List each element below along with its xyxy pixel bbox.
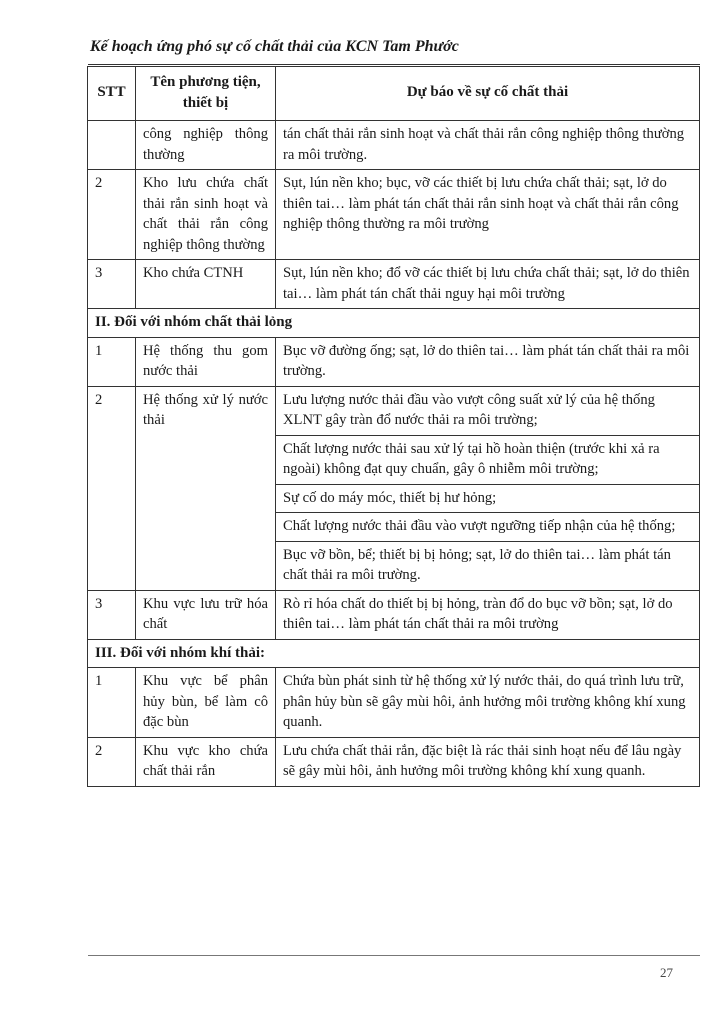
forecast-cell xyxy=(276,386,700,590)
row-number: 1 xyxy=(88,337,136,386)
equipment-name: Khu vực bể phân hủy bùn, bể làm cô đặc bùn xyxy=(136,668,276,738)
table-row xyxy=(88,737,700,786)
table-row xyxy=(88,337,700,386)
row-number: 2 xyxy=(88,170,136,260)
page-number: 27 xyxy=(660,965,673,980)
forecast-cell xyxy=(276,737,700,786)
column-header-stt: STT xyxy=(88,67,136,121)
forecast-text: Chất lượng nước thải đầu vào vượt ngưỡng tiếp nhận của hệ thống; xyxy=(276,512,699,541)
forecast-cell xyxy=(276,121,700,170)
forecast-text: Bục vỡ đường ống; sạt, lở do thiên tai… làm phát tán chất thải ra môi trường. xyxy=(283,342,690,379)
section-row xyxy=(88,309,700,338)
row-number xyxy=(88,121,136,170)
equipment-name: Hệ thống xử lý nước thải xyxy=(136,386,276,590)
section-title: II. Đối với nhóm chất thải lỏng xyxy=(88,309,700,338)
column-header-name: Tên phương tiện, thiết bị xyxy=(136,67,276,121)
forecast-text: tán chất thải rắn sinh hoạt và chất thải rắn công nghiệp thông thường ra môi trường. xyxy=(283,126,685,163)
equipment-name: Kho lưu chứa chất thải rắn sinh hoạt và chất thải rắn công nghiệp thông thường xyxy=(136,170,276,260)
forecast-table xyxy=(87,66,700,787)
row-number: 2 xyxy=(88,386,136,590)
forecast-text: Chứa bùn phát sinh từ hệ thống xử lý nước thải, do quá trình lưu trữ, phân hủy bùn sẽ gây mùi hôi, ảnh hưởng môi trường không khí xung quanh. xyxy=(283,673,686,730)
forecast-text: Bục vỡ bồn, bể; thiết bị bị hỏng; sạt, lở do thiên tai… làm phát tán chất thải ra môi trường. xyxy=(276,541,699,590)
column-header-forecast: Dự báo về sự cố chất thải xyxy=(276,67,700,121)
page-header: Kế hoạch ứng phó sự cố chất thải của KCN Tam Phước xyxy=(90,38,459,55)
footer-rule xyxy=(88,955,700,956)
table-row xyxy=(88,590,700,639)
equipment-name: công nghiệp thông thường xyxy=(136,121,276,170)
forecast-cell xyxy=(276,590,700,639)
forecast-text: Chất lượng nước thải sau xử lý tại hồ hoàn thiện (trước khi xả ra ngoài) không đạt quy chuẩn, gây ô nhiễm môi trường; xyxy=(276,435,699,484)
table-body xyxy=(88,121,700,787)
forecast-cell xyxy=(276,337,700,386)
table-row xyxy=(88,668,700,738)
header-rule xyxy=(88,64,700,65)
forecast-text: Lưu lượng nước thải đầu vào vượt công suất xử lý của hệ thống XLNT gây tràn đổ nước thải ra môi trường; xyxy=(283,391,655,428)
section-row xyxy=(88,639,700,668)
table-row xyxy=(88,170,700,260)
table-header-row xyxy=(88,67,700,121)
table-row xyxy=(88,260,700,309)
row-number: 3 xyxy=(88,590,136,639)
forecast-cell xyxy=(276,260,700,309)
forecast-cell xyxy=(276,170,700,260)
row-number: 1 xyxy=(88,668,136,738)
forecast-text: Sụt, lún nền kho; bục, vỡ các thiết bị lưu chứa chất thải; sạt, lở do thiên tai… làm phát tán chất thải rắn sinh hoạt và chất thải rắn công nghiệp thông thường ra môi trường xyxy=(283,175,679,232)
equipment-name: Khu vực lưu trữ hóa chất xyxy=(136,590,276,639)
equipment-name: Khu vực kho chứa chất thải rắn xyxy=(136,737,276,786)
section-title: III. Đối với nhóm khí thải: xyxy=(88,639,700,668)
forecast-text: Sụt, lún nền kho; đổ vỡ các thiết bị lưu chứa chất thải; sạt, lở do thiên tai… làm phát tán chất thải nguy hại môi trường xyxy=(283,265,690,302)
forecast-text: Rò rỉ hóa chất do thiết bị bị hỏng, tràn đổ do bục vỡ bồn; sạt, lở do thiên tai… làm phát tán chất thải ra môi trường xyxy=(283,595,673,632)
forecast-text: Sự cố do máy móc, thiết bị hư hỏng; xyxy=(276,484,699,513)
row-number: 2 xyxy=(88,737,136,786)
table-row xyxy=(88,121,700,170)
table-row xyxy=(88,386,700,590)
equipment-name: Hệ thống thu gom nước thải xyxy=(136,337,276,386)
forecast-cell xyxy=(276,668,700,738)
forecast-text: Lưu chứa chất thải rắn, đặc biệt là rác thải sinh hoạt nếu để lâu ngày sẽ gây mùi hôi, ảnh hưởng môi trường không khí xung quanh. xyxy=(283,742,682,779)
row-number: 3 xyxy=(88,260,136,309)
equipment-name: Kho chứa CTNH xyxy=(136,260,276,309)
